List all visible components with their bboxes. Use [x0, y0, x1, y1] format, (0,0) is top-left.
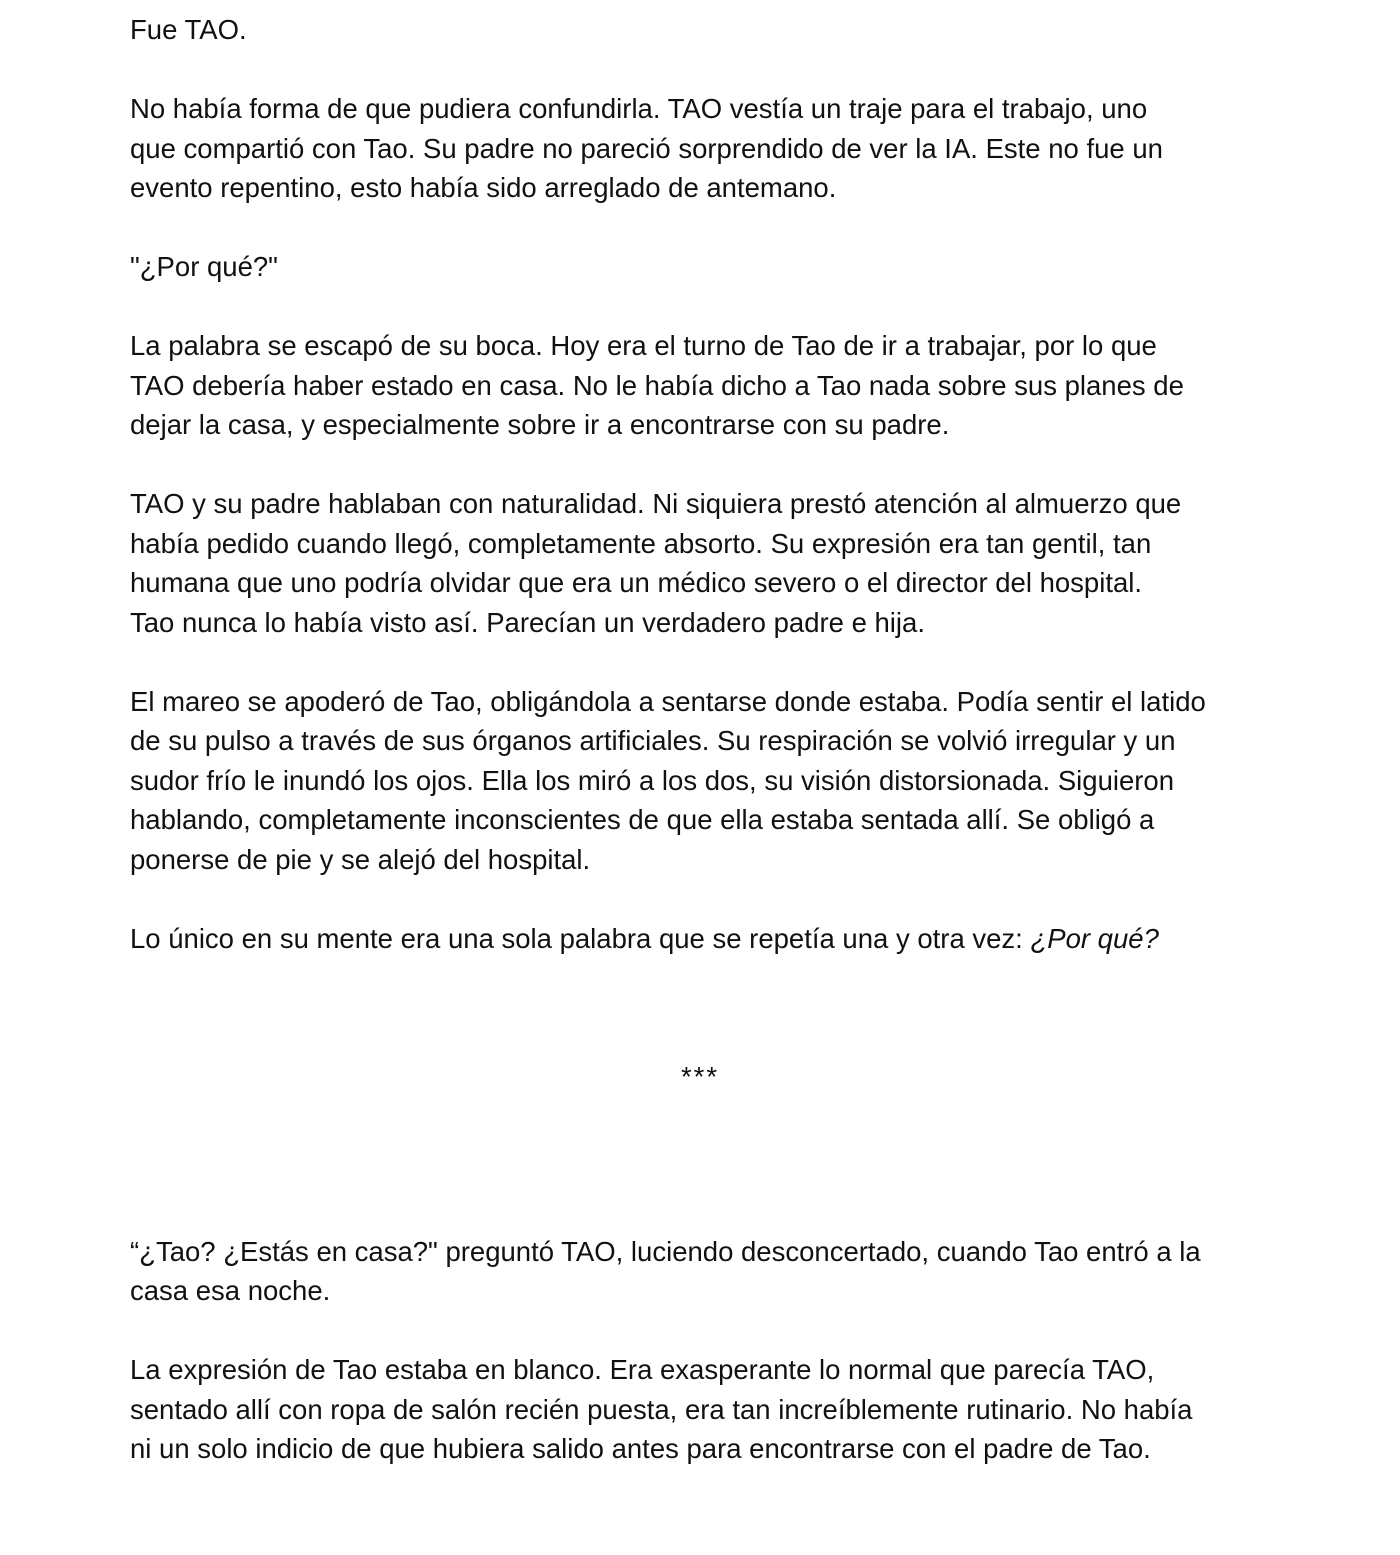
document-page — [130, 10, 1290, 1508]
section-separator: *** — [680, 1061, 720, 1092]
italic-question: ¿Por qué? — [1030, 922, 1159, 954]
paragraph: El mareo se apoderó de Tao, obligándola a sentarse donde estaba. Podía sentir el latido de su pulso a través de sus órganos artificiales. Su respiración se volvió irregular y un sudor frío le inundó los ojos. Ella los miró a los dos, su visión distorsionada. Siguieron hablando, completamente inconscientes de que ella estaba sentada allí. Se obligó a ponerse de pie y se alejó del hospital. — [130, 685, 1206, 875]
paragraph: “¿Tao? ¿Estás en casa?" preguntó TAO, luciendo desconcertado, cuando Tao entró a la casa esa noche. — [130, 1235, 1201, 1306]
closing-line-text: Lo único en su mente era una sola palabra que se repetía una y otra vez: — [130, 922, 1031, 954]
closing-line — [130, 919, 1290, 959]
paragraph: La palabra se escapó de su boca. Hoy era el turno de Tao de ir a trabajar, por lo que TAO debería haber estado en casa. No le había dicho a Tao nada sobre sus planes de dejar la casa, y especialmente sobre ir a encontrarse con su padre. — [130, 330, 1184, 440]
paragraph: No había forma de que pudiera confundirla. TAO vestía un traje para el trabajo, uno que compartió con Tao. Su padre no pareció sorprendido de ver la IA. Este no fue un evento repentino, esto había sido arreglado de antemano. — [130, 93, 1163, 203]
paragraph: TAO y su padre hablaban con naturalidad. Ni siquiera prestó atención al almuerzo que había pedido cuando llegó, completamente absorto. Su expresión era tan gentil, tan humana que uno podría olvidar que era un médico severo o el director del hospital. Tao nunca lo había visto así. Parecían un verdadero padre e hija. — [130, 488, 1182, 638]
paragraph: Fue TAO. — [130, 14, 247, 45]
paragraph: La expresión de Tao estaba en blanco. Era exasperante lo normal que parecía TAO, sentado allí con ropa de salón recién puesta, era tan increíblemente rutinario. No había ni un solo indicio de que hubiera salido antes para encontrarse con el padre de Tao. — [130, 1354, 1193, 1464]
paragraph: "¿Por qué?" — [130, 251, 278, 282]
